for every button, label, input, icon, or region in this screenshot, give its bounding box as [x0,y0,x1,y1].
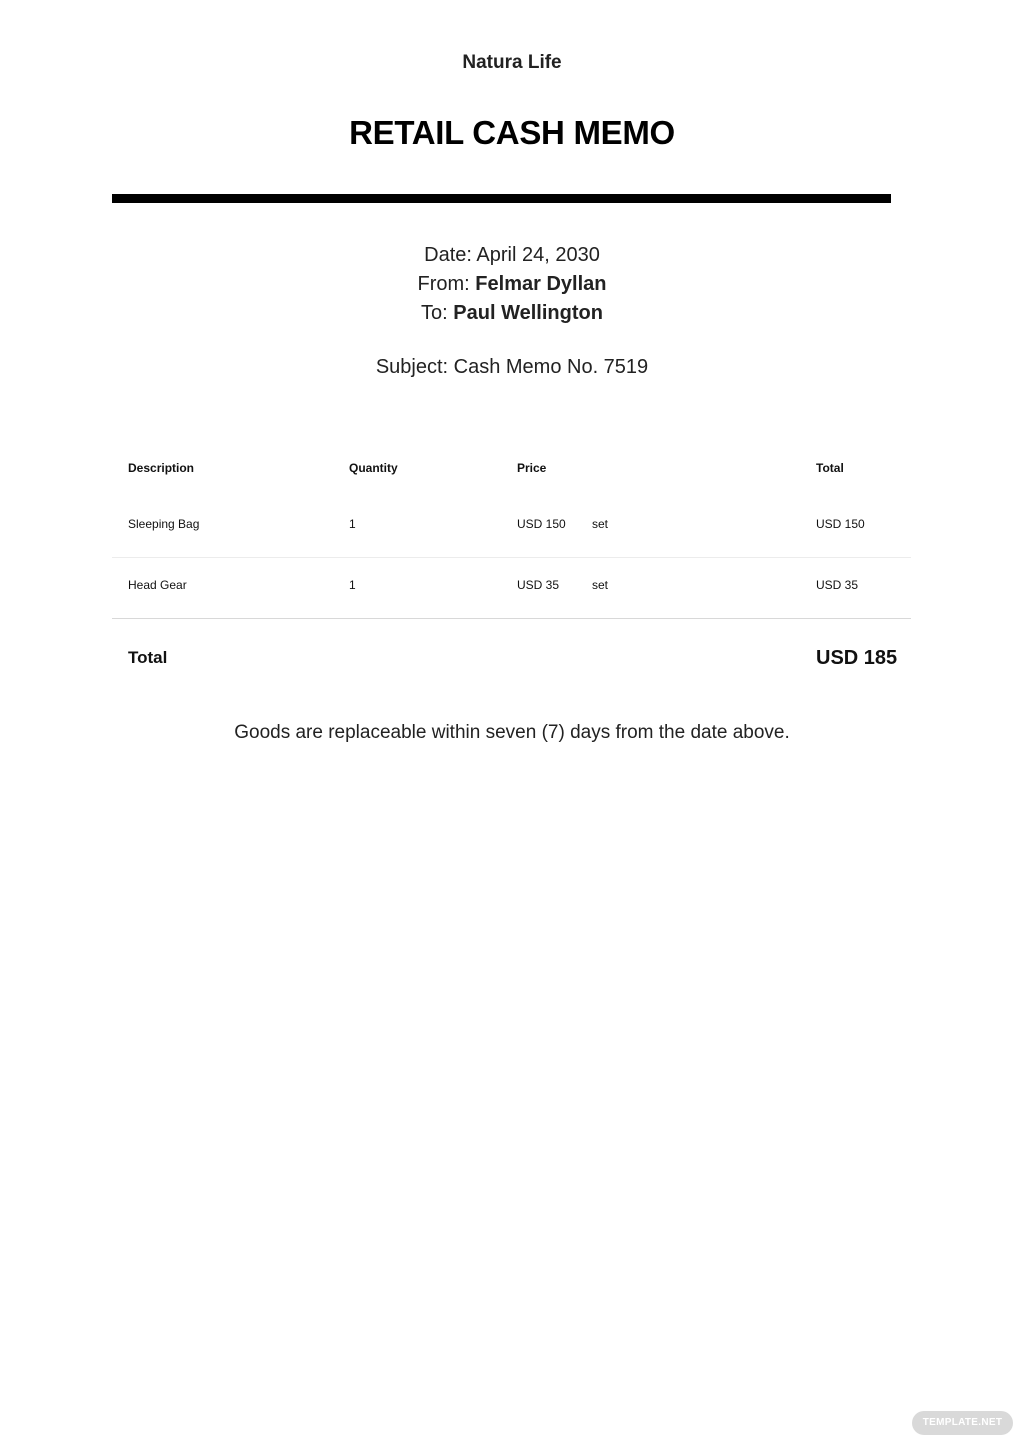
row-2-price: USD 35 [517,578,560,592]
date-label: Date: [424,244,477,266]
company-name: Natura Life [462,52,562,73]
memo-details [0,241,1024,328]
to-name: Paul Wellington [453,302,603,324]
row-1-quantity: 1 [349,517,356,531]
from-name: Felmar Dyllan [475,273,607,295]
row-2-quantity: 1 [349,578,356,592]
row-divider [112,557,911,558]
row-2-total: USD 35 [816,578,859,592]
row-1-description: Sleeping Bag [128,517,200,531]
from-line [0,270,1024,299]
to-label: To: [421,302,454,324]
to-line [0,299,1024,328]
watermark-logo: TEMPLATE.NET [912,1411,1013,1435]
grand-total-value: USD 185 [816,647,898,669]
column-header-total: Total [816,461,844,475]
from-label: From: [417,273,476,295]
date-value: April 24, 2030 [476,244,600,266]
column-header-price: Price [517,461,547,475]
row-1-unit: set [592,517,609,531]
row-1-price: USD 150 [517,517,566,531]
table-bottom-divider [112,618,911,619]
date-line [0,241,1024,270]
column-header-quantity: Quantity [349,461,398,475]
row-1-total: USD 150 [816,517,865,531]
title-divider [112,194,891,203]
grand-total-label: Total [128,648,168,667]
column-header-description: Description [128,461,195,475]
row-2-description: Head Gear [128,578,187,592]
replacement-policy-note: Goods are replaceable within seven (7) days from the date above. [234,722,790,743]
memo-subject: Subject: Cash Memo No. 7519 [375,356,649,378]
row-2-unit: set [592,578,609,592]
document-title: RETAIL CASH MEMO [349,114,675,151]
